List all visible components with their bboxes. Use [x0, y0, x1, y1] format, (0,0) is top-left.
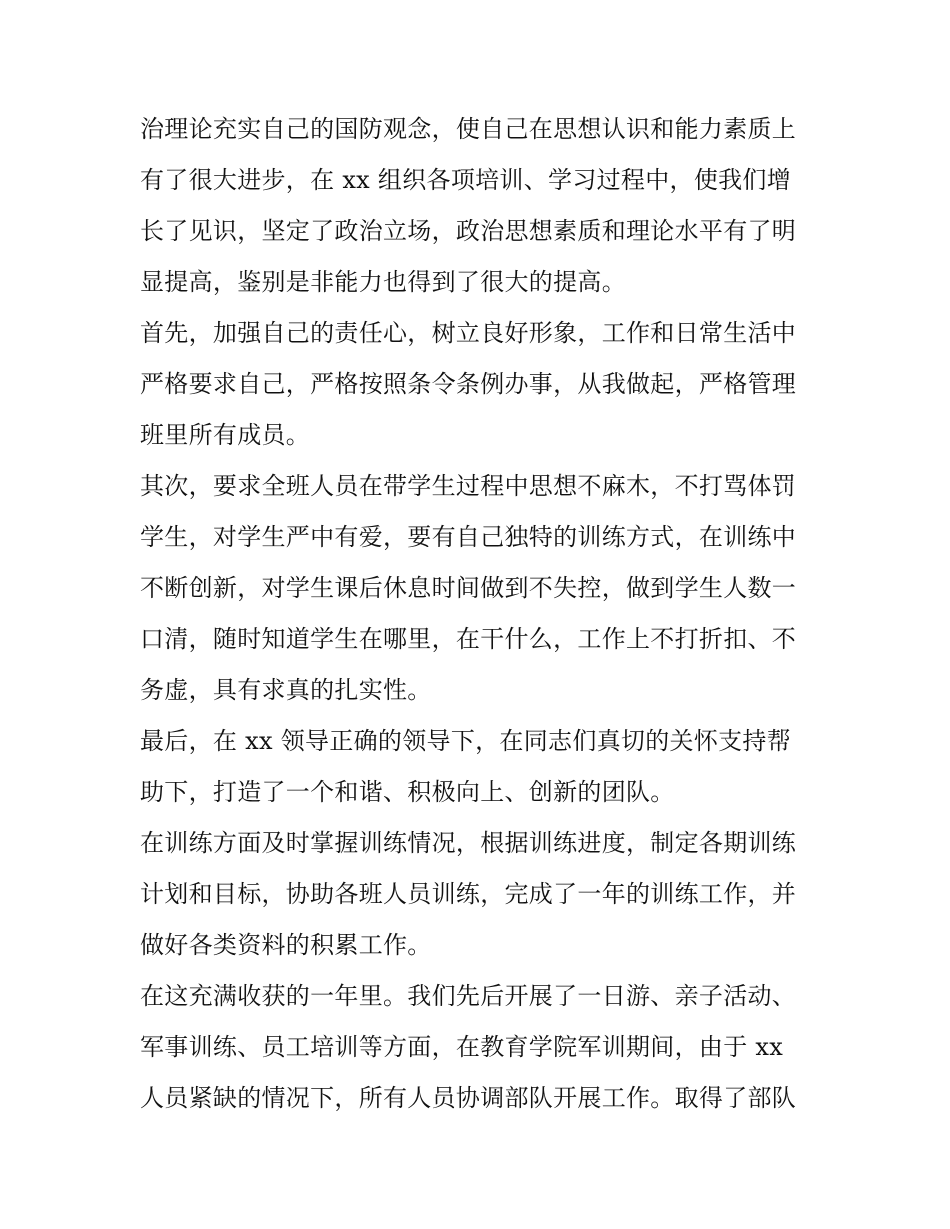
text-line: 其次，要求全班人员在带学生过程中思想不麻木，不打骂体罚 [140, 472, 797, 500]
text-line: 严格要求自己，严格按照条令条例办事，从我做起，严格管理 [140, 370, 797, 398]
text-line: 首先，加强自己的责任心，树立良好形象，工作和日常生活中 [140, 319, 797, 347]
text-line: 助下，打造了一个和谐、积极向上、创新的团队。 [140, 778, 675, 806]
text-line: 军事训练、员工培训等方面，在教育学院军训期间，由于 xx [140, 1033, 784, 1061]
text-line: 人员紧缺的情况下，所有人员协调部队开展工作。取得了部队 [140, 1084, 797, 1112]
text-line: 显提高，鉴别是非能力也得到了很大的提高。 [140, 268, 626, 296]
text-line: 班里所有成员。 [140, 421, 311, 449]
text-line: 有了很大进步，在 xx 组织各项培训、学习过程中，使我们增 [140, 166, 792, 194]
text-line: 不断创新，对学生课后休息时间做到不失控，做到学生人数一 [140, 574, 797, 602]
text-line: 治理论充实自己的国防观念，使自己在思想认识和能力素质上 [140, 115, 797, 143]
text-line: 做好各类资料的积累工作。 [140, 931, 432, 959]
text-line: 在训练方面及时掌握训练情况，根据训练进度，制定各期训练 [140, 829, 797, 857]
text-line: 学生，对学生严中有爱，要有自己独特的训练方式，在训练中 [140, 523, 797, 551]
text-line: 在这充满收获的一年里。我们先后开展了一日游、亲子活动、 [140, 982, 797, 1010]
text-line: 计划和目标，协助各班人员训练，完成了一年的训练工作，并 [140, 880, 797, 908]
text-line: 长了见识，坚定了政治立场，政治思想素质和理论水平有了明 [140, 217, 797, 245]
text-line: 口清，随时知道学生在哪里，在干什么，工作上不打折扣、不 [140, 625, 797, 653]
document-body [140, 104, 820, 1124]
text-line: 最后，在 xx 领导正确的领导下，在同志们真切的关怀支持帮 [140, 727, 792, 755]
text-line: 务虚，具有求真的扎实性。 [140, 676, 432, 704]
